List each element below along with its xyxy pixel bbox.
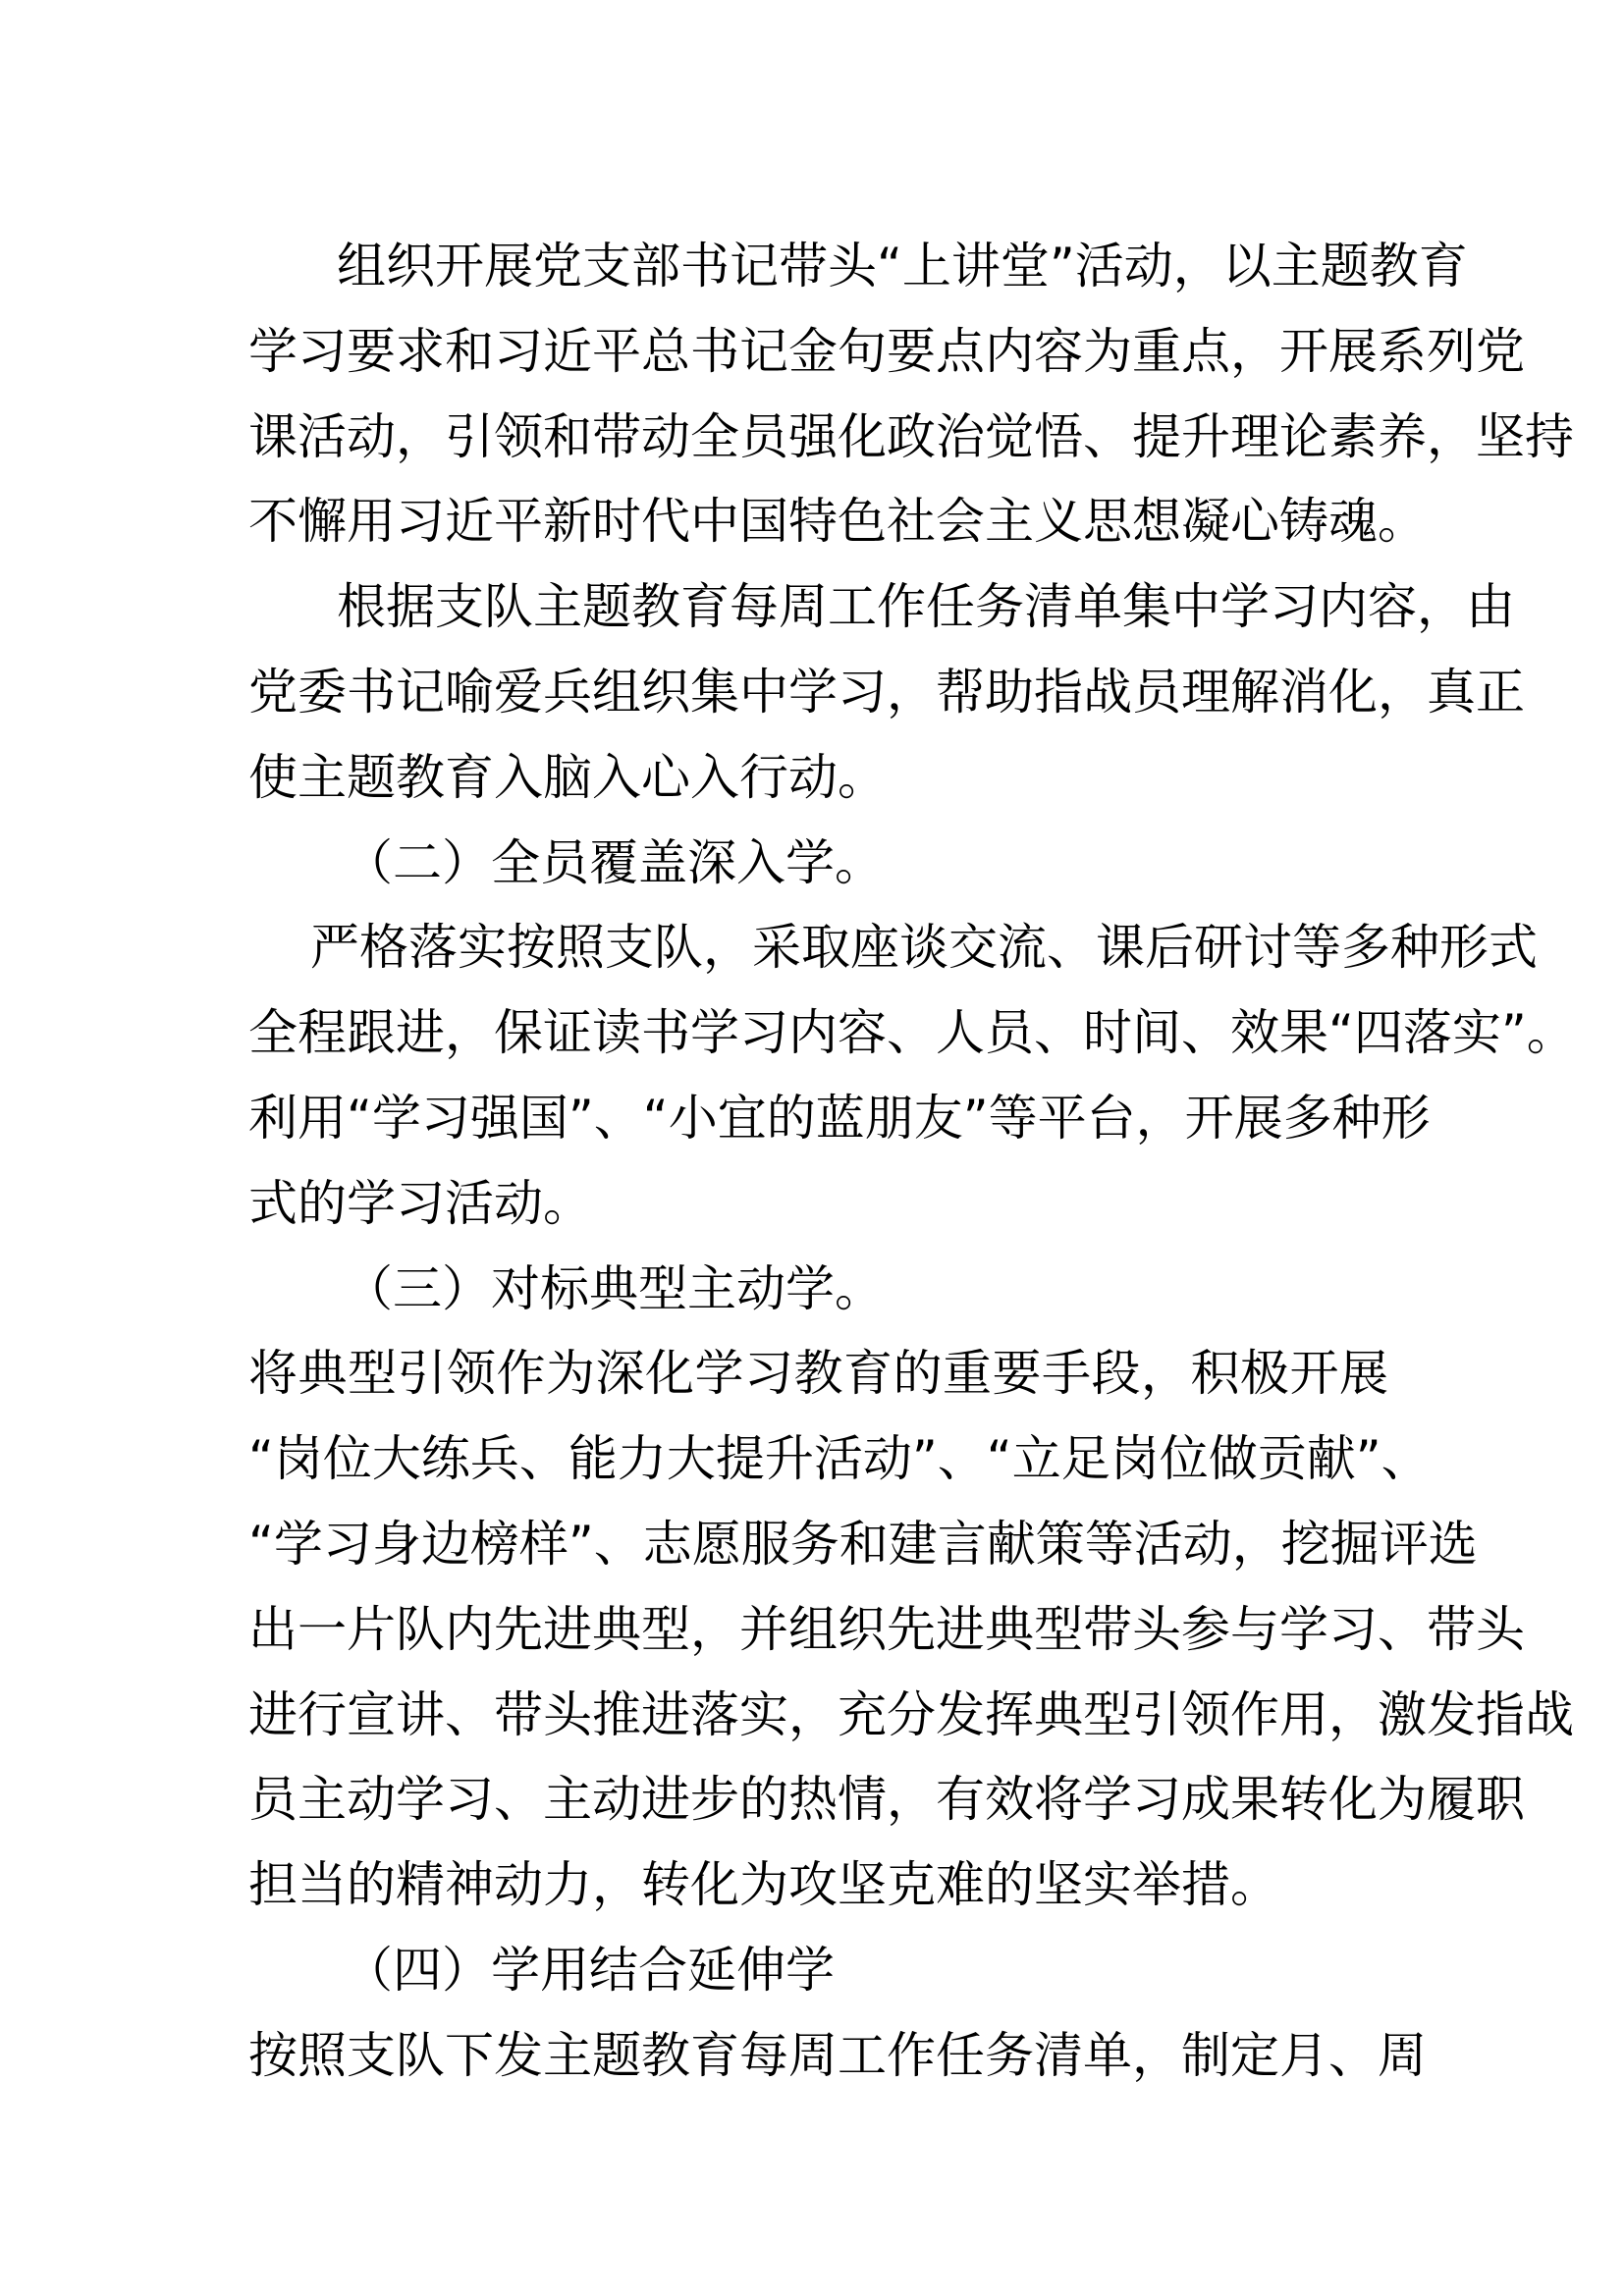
section-heading: （四）学用结合延伸学 [344,1942,835,1999]
paragraph-line: 严格落实按照支队，采取座谈交流、课后研讨等多种形式 [310,919,1538,977]
paragraph-line: 按照支队下发主题教育每周工作任务清单，制定月、周 [248,2026,1427,2084]
paragraph-line: 式的学习活动。 [248,1174,592,1232]
paragraph-line: 组织开展党支部书记带头“上讲堂”活动，以主题教育 [337,238,1468,294]
paragraph-line: “岗位大练兵、能力大提升活动”、“立足岗位做贡献”、 [248,1430,1431,1488]
paragraph-line: 员主动学习、主动进步的热情，有效将学习成果转化为履职 [248,1771,1525,1829]
paragraph-line: 根据支队主题教育每周工作任务清单集中学习内容，由 [337,578,1515,636]
paragraph-line: 全程跟进，保证读书学习内容、人员、时间、效果“四落实”。 [248,1004,1576,1062]
paragraph-line: 学习要求和习近平总书记金句要点内容为重点，开展系列党 [248,322,1525,380]
paragraph-line: 课活动，引领和带动全员强化政治觉悟、提升理论素养，坚持 [248,407,1574,465]
paragraph-line: 将典型引领作为深化学习教育的重要手段，积极开展 [248,1345,1388,1403]
paragraph-line: 进行宣讲、带头推进落实，充分发挥典型引领作用，激发指战 [248,1685,1574,1743]
paragraph-line: 出一片队内先进典型，并组织先进典型带头参与学习、带头 [248,1600,1525,1658]
paragraph-line: 担当的精神动力，转化为攻坚克难的坚实举措。 [248,1856,1279,1914]
paragraph-line: 使主题教育入脑入心入行动。 [248,748,887,806]
section-heading: （三）对标典型主动学。 [344,1259,884,1317]
paragraph-line: “学习身边榜样”、志愿服务和建言献策等活动，挖掘评选 [248,1516,1478,1573]
paragraph-line: 党委书记喻爱兵组织集中学习，帮助指战员理解消化，真正 [248,664,1525,721]
paragraph-line: 不懈用习近平新时代中国特色社会主义思想凝心铸魂。 [248,493,1427,551]
section-heading: （二）全员覆盖深入学。 [344,833,884,891]
paragraph-line: 利用“学习强国”、“小宜的蓝朋友”等平台，开展多种形 [248,1090,1431,1147]
